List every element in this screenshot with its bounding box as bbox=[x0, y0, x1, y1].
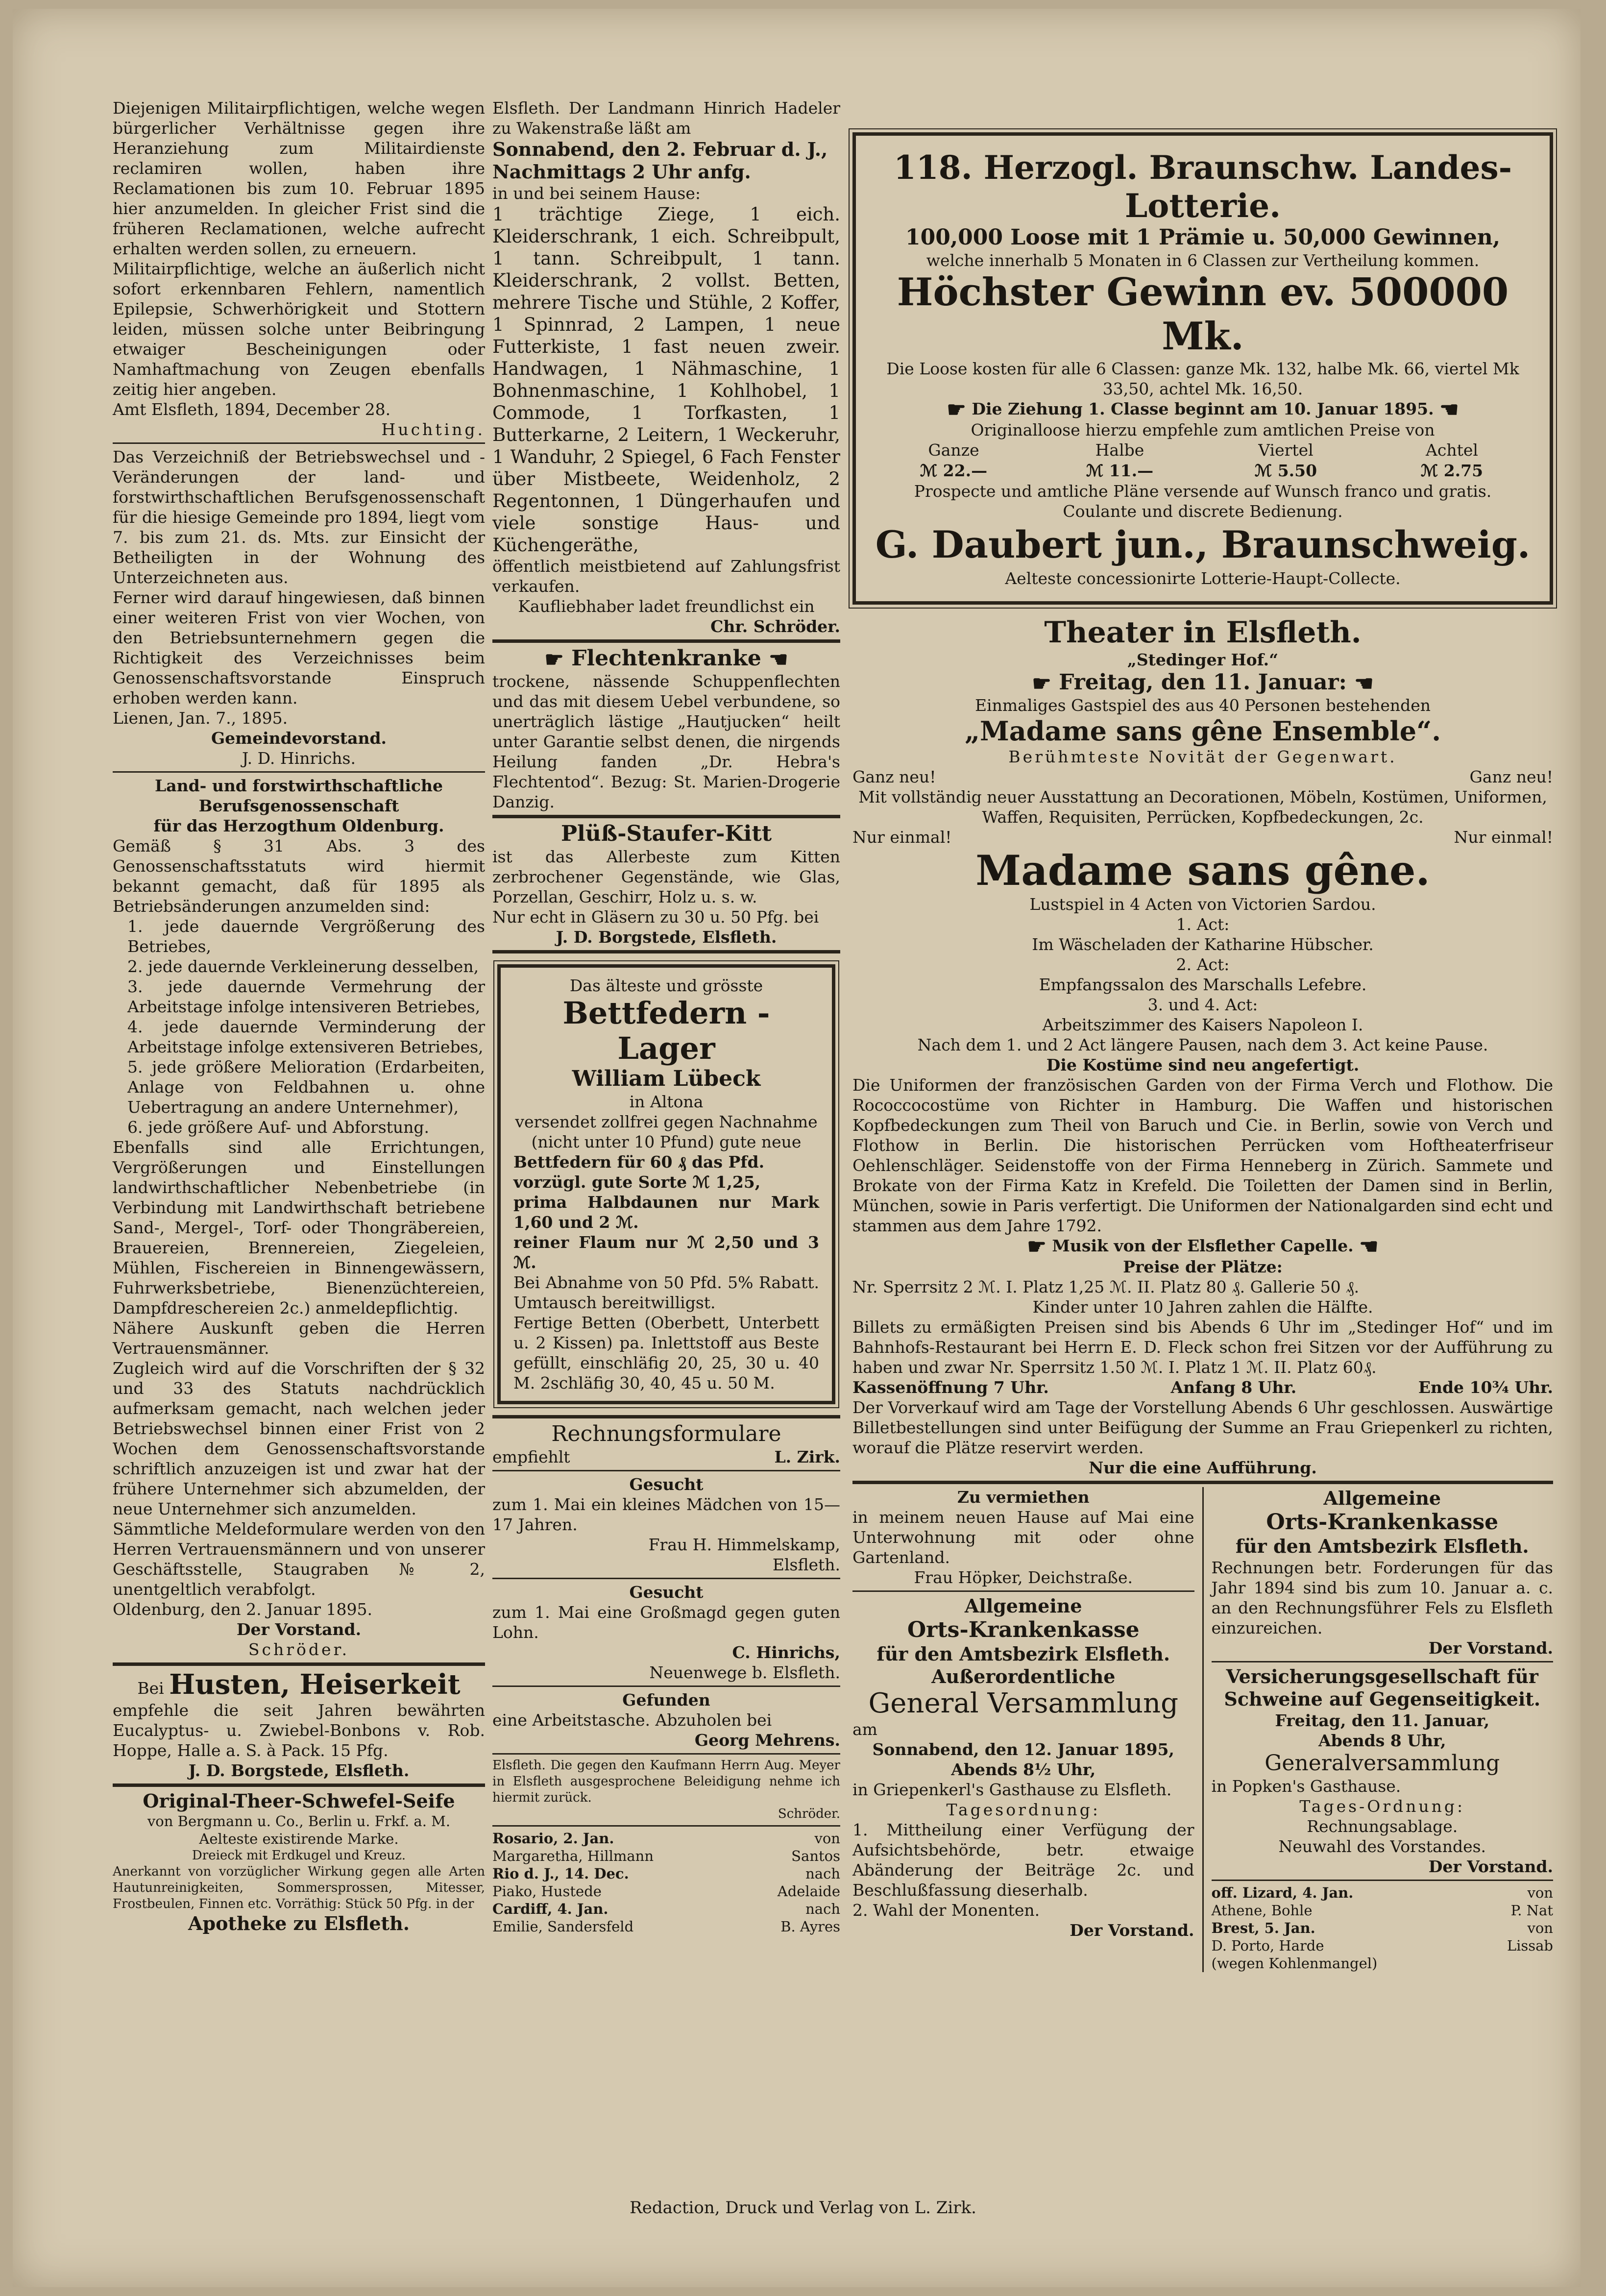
theater-line-4: Lustspiel in 4 Acten von Victorien Sardou. bbox=[1029, 895, 1376, 914]
auction-signature: Chr. Schröder. bbox=[710, 617, 840, 636]
price-header: Achtel bbox=[1426, 440, 1478, 460]
theater-ganz-neu-right: Ganz neu! bbox=[1469, 767, 1553, 786]
theater-price-1: Nr. Sperrsitz 2 ℳ. I. Platz 1,25 ℳ. II. Platz 80 ₰. Gallerie 50 ₰. bbox=[852, 1277, 1360, 1296]
ship-name: (wegen Kohlenmangel) bbox=[1211, 1955, 1378, 1972]
gesucht1-body: zum 1. Mai ein kleines Mädchen von 15—17 Jahren. bbox=[492, 1495, 840, 1534]
theater-ganz-neu-left: Ganz neu! bbox=[852, 767, 936, 786]
shipping-list-middle bbox=[492, 1830, 840, 1935]
divider bbox=[852, 1481, 1553, 1484]
ad-verzeichnis bbox=[113, 447, 485, 768]
ship-name: Piako, Hustede bbox=[492, 1883, 602, 1900]
theater-kasse: Kassenöffnung 7 Uhr. bbox=[852, 1378, 1049, 1397]
ship-name: Margaretha, Hillmann bbox=[492, 1848, 654, 1864]
berufs-item: 4. jede dauernde Verminderung der Arbeitstage infolge extensiveren Betriebes, bbox=[127, 1017, 485, 1056]
bett-line-7: Bei Abnahme von 50 Pfd. 5% Rabatt. Umtausch bereitwilligst. bbox=[513, 1273, 819, 1312]
divider bbox=[492, 1685, 840, 1687]
berufs-title-1: Land- und forstwirthschaftliche bbox=[154, 776, 443, 795]
column-separator bbox=[1202, 1487, 1204, 1972]
lotterie-prices bbox=[871, 461, 1535, 481]
lotterie-line-2: welche innerhalb 5 Monaten in 6 Classen zur Vertheilung kommen. bbox=[926, 251, 1480, 270]
theater-anfang: Anfang 8 Uhr. bbox=[1170, 1378, 1297, 1397]
theer-line-3: Dreieck mit Erdkugel und Kreuz. bbox=[192, 1848, 406, 1863]
berufs-intro: Gemäß § 31 Abs. 3 des Genossenschaftsstatuts wird hiermit bekannt gemacht, daß für 1895 als Betriebsänderungen anzumelden sind: bbox=[113, 836, 485, 916]
auction-head: Elsfleth. Der Landmann Hinrich Hadeler zu Wakenstraße läßt am bbox=[492, 98, 840, 138]
pointing-hand-icon: ☚ bbox=[1354, 671, 1374, 696]
berufs-item: 6. jede größere Auf- und Abforstung. bbox=[127, 1118, 430, 1137]
ad-berufsgenossenschaft bbox=[113, 776, 485, 1660]
theater-act-1-text: Im Wäscheladen der Katharine Hübscher. bbox=[1032, 935, 1374, 954]
berufs-title-2: Berufsgenossenschaft bbox=[198, 796, 399, 815]
theer-body: Anerkannt von vorzüglicher Wirkung gegen alle Arten Hautunreinigkeiten, Sommersprossen, Mitesser, Frostbeulen, Finnen etc. Vorräthig: Stück 50 Pfg. in der bbox=[113, 1864, 485, 1911]
auction-terms: öffentlich meistbietend auf Zahlungsfrist verkaufen. bbox=[492, 557, 840, 596]
theater-title: Theater in Elsfleth. bbox=[1044, 615, 1362, 650]
schweine-title-1: Versicherungsgesellschaft für bbox=[1226, 1665, 1538, 1687]
ship-row bbox=[492, 1865, 840, 1882]
theater-body: Die Uniformen der französischen Garden von der Firma Verch und Flothow. Die Rococcocostüme von Richter in Hamburg. Die Waffen und historischen Kopfbedeckungen zum Theil von Baruch und Cie. in Berlin, sowie von Verch und Flothow in Berlin. Die historischen Perrücken vom Hoftheaterfriseur Oehlenschläger. Seidenstoffe von der Firma Henneberg in Zürich. Sammete und Brokate von der Firma Katz in Krefeld. Die Toiletten der Damen sind in Berlin, München, sowie in Paris verfertigt. Die Uniformen der Nationalgarden sind echt und stammen aus dem Jahre 1792. bbox=[852, 1075, 1553, 1235]
ship-name: off. Lizard, 4. Jan. bbox=[1211, 1884, 1354, 1901]
column-right bbox=[852, 98, 1582, 1972]
price-value: ℳ 2.75 bbox=[1420, 461, 1484, 480]
ad-schweine-versicherung bbox=[1212, 1665, 1554, 1877]
ship-row bbox=[492, 1918, 840, 1935]
divider bbox=[492, 639, 840, 643]
ad-bettfedern bbox=[497, 964, 835, 1404]
ad-vermieten bbox=[852, 1487, 1194, 1588]
verzeichnis-body: Das Verzeichniß der Betriebswechsel und -Veränderungen der land- und forstwirthschaftlichen Berufsgenossenschaft für die hiesige Gemeinde pro 1894, liegt vom 7. bis zum 21. ds. Mts. zur Einsicht der Betheiligten in der Wohnung des Unterzeichneten aus. bbox=[113, 447, 485, 587]
divider bbox=[492, 1415, 840, 1418]
ship-name: Rio d. J., 14. Dec. bbox=[492, 1865, 629, 1882]
berufs-item: 5. jede größere Melioration (Erdarbeiten, Anlage von Feldbahnen u. ohne Uebertragung an andere Unternehmer), bbox=[127, 1057, 485, 1117]
husten-seller: J. D. Borgstede, Elsfleth. bbox=[188, 1761, 410, 1780]
ship-name: Brest, 5. Jan. bbox=[1211, 1920, 1315, 1936]
ad-notice bbox=[492, 1758, 840, 1822]
berufs-signature-2: Schröder. bbox=[248, 1640, 350, 1659]
theater-act-1: 1. Act: bbox=[1176, 915, 1230, 934]
flechten-title-text: Flechtenkranke bbox=[571, 646, 761, 671]
berufs-item: 2. jede dauernde Verkleinerung desselben, bbox=[127, 957, 479, 976]
lotterie-line-3: Die Loose kosten für alle 6 Classen: ganze Mk. 132, halbe Mk. 66, viertel Mk 33,50, achtel Mk. 16,50. bbox=[886, 359, 1519, 398]
gesucht2-title: Gesucht bbox=[629, 1583, 704, 1602]
ship-row bbox=[1212, 1884, 1554, 1902]
divider bbox=[113, 1783, 485, 1787]
divider bbox=[113, 771, 485, 773]
ship-name: D. Porto, Harde bbox=[1211, 1937, 1324, 1954]
gv-title-1: Allgemeine bbox=[964, 1595, 1082, 1617]
lotterie-top-prize: Höchster Gewinn ev. 500000 Mk. bbox=[897, 270, 1509, 359]
ship-row bbox=[1212, 1902, 1554, 1919]
pointing-hand-icon: ☛ bbox=[544, 647, 564, 672]
gv-item-2: 2. Wahl der Monenten. bbox=[852, 1901, 1040, 1920]
theater-kostueme: Die Kostüme sind neu angefertigt. bbox=[1046, 1055, 1360, 1075]
theer-title: Original-Theer-Schwefel-Seife bbox=[143, 1790, 455, 1812]
berufs-body-3: Nähere Auskunft geben die Herren Vertrauensmänner. bbox=[113, 1319, 485, 1358]
ad-flechtenkranke bbox=[492, 646, 840, 812]
kitt-title: Plüß-Staufer-Kitt bbox=[560, 821, 772, 846]
militair-dateline: Amt Elsfleth, 1894, December 28. bbox=[113, 400, 391, 419]
schweine-signature: Der Vorstand. bbox=[1428, 1857, 1553, 1876]
lotterie-line-1: 100,000 Loose mit 1 Prämie u. 50,000 Gewinnen, bbox=[905, 225, 1501, 250]
schweine-tagesordnung: Tages-Ordnung: bbox=[1299, 1797, 1465, 1816]
bottom-right-left bbox=[852, 1487, 1194, 1972]
auction-invite: Kaufliebhaber ladet freundlichst ein bbox=[518, 597, 815, 616]
theater-venue: „Stedinger Hof.“ bbox=[1127, 650, 1279, 669]
rechnung-title: Rechnungsformulare bbox=[551, 1421, 781, 1446]
gesucht1-signature-2: Elsfleth. bbox=[772, 1555, 840, 1574]
pointing-hand-icon: ☛ bbox=[947, 397, 966, 422]
bett-line-2: versendet zollfrei gegen Nachnahme (nicht unter 10 Pfund) gute neue bbox=[515, 1112, 818, 1151]
ship-port: Santos bbox=[791, 1848, 840, 1864]
gv-title-3: für den Amtsbezirk Elsfleth. bbox=[876, 1643, 1170, 1665]
flechten-title bbox=[492, 646, 840, 671]
lotterie-line-4 bbox=[871, 399, 1535, 420]
pointing-hand-icon: ☚ bbox=[1439, 397, 1459, 422]
lotterie-line-7: Coulante und discrete Bedienung. bbox=[1063, 502, 1343, 521]
rechnung-right: L. Zirk. bbox=[774, 1447, 840, 1466]
ad-theer-seife bbox=[113, 1790, 485, 1935]
theater-ende: Ende 10¾ Uhr. bbox=[1418, 1378, 1553, 1397]
gv-tagesordnung: Tagesordnung: bbox=[946, 1800, 1100, 1819]
schweine-date: Freitag, den 11. Januar, bbox=[1275, 1711, 1490, 1730]
gefunden-title: Gefunden bbox=[622, 1690, 710, 1710]
theater-musik-text: Musik von der Elsflether Capelle. bbox=[1052, 1236, 1354, 1255]
ad-theater bbox=[852, 615, 1582, 1478]
berufs-body-5: Sämmtliche Meldeformulare werden von den Herren Vertrauensmännern und von unserer Geschäftsstelle, Staugraben № 2, unentgeltlich verabfolgt. bbox=[113, 1519, 485, 1599]
ship-row bbox=[1212, 1937, 1554, 1954]
ship-name: Cardiff, 4. Jan. bbox=[492, 1901, 608, 1917]
gv-title-5: General Versammlung bbox=[868, 1687, 1178, 1719]
ship-port: P. Nat bbox=[1510, 1902, 1553, 1919]
ad-auction bbox=[492, 98, 840, 636]
lotterie-title: 118. Herzogl. Braunschw. Landes-Lotterie. bbox=[893, 148, 1512, 225]
ad-husten bbox=[113, 1669, 485, 1781]
notice-body: Elsfleth. Die gegen den Kaufmann Herrn Aug. Meyer in Elsfleth ausgesprochene Beleidigung nehme ich hiermit zurück. bbox=[492, 1758, 840, 1805]
schweine-gv: Generalversammlung bbox=[1265, 1751, 1500, 1776]
divider bbox=[113, 1662, 485, 1666]
imprint-footer: Redaction, Druck und Verlag von L. Zirk. bbox=[630, 2198, 976, 2218]
husten-title: Husten, Heiserkeit bbox=[169, 1668, 461, 1701]
theater-act-2-text: Empfangssalon des Marschalls Lefebre. bbox=[1039, 975, 1367, 994]
ship-row bbox=[492, 1882, 840, 1900]
theater-play-title: Madame sans gêne. bbox=[975, 846, 1430, 895]
theater-line-3: Mit vollständig neuer Ausstattung an Decorationen, Möbeln, Kostümen, Uniformen, Waffen, Requisiten, Perrücken, Kopfbedeckungen, 2c. bbox=[858, 787, 1547, 827]
verzeichnis-dateline: Lienen, Jan. 7., 1895. bbox=[113, 708, 288, 728]
kitt-seller: J. D. Borgstede, Elsfleth. bbox=[556, 928, 777, 947]
berufs-signature-1: Der Vorstand. bbox=[236, 1620, 362, 1639]
ad-gefunden bbox=[492, 1690, 840, 1750]
verzeichnis-signature-1: Gemeindevorstand. bbox=[211, 729, 387, 748]
berufs-item: 3. jede dauernde Vermehrung der Arbeitstage infolge intensiveren Betriebes, bbox=[127, 977, 485, 1016]
theater-date-text: Freitag, den 11. Januar: bbox=[1059, 670, 1347, 695]
okk-title-3: für den Amtsbezirk Elsfleth. bbox=[1235, 1535, 1529, 1557]
gv-title-2: Orts-Krankenkasse bbox=[907, 1617, 1140, 1642]
vermieten-title: Zu vermiethen bbox=[957, 1488, 1090, 1507]
gv-signature: Der Vorstand. bbox=[1070, 1921, 1194, 1940]
bett-line-6: reiner Flaum nur ℳ 2,50 und 3 ℳ. bbox=[513, 1233, 819, 1272]
bottom-right-split bbox=[852, 1487, 1582, 1972]
divider bbox=[1212, 1880, 1554, 1881]
gv-title-4: Außerordentliche bbox=[931, 1665, 1116, 1687]
ship-port: von bbox=[1527, 1920, 1553, 1936]
theer-line-1: von Bergmann u. Co., Berlin u. Frkf. a. M. bbox=[147, 1813, 451, 1830]
theater-line-1: Einmaliges Gastspiel des aus 40 Personen bestehenden bbox=[974, 696, 1431, 715]
theater-act-3: 3. und 4. Act: bbox=[1147, 995, 1258, 1014]
theater-musik bbox=[852, 1236, 1553, 1257]
berufs-item: 1. jede dauernde Vergrößerung des Betriebes, bbox=[127, 917, 485, 956]
price-header: Viertel bbox=[1258, 440, 1314, 460]
divider bbox=[852, 1590, 1194, 1592]
price-value: ℳ 11.— bbox=[1086, 461, 1154, 480]
divider bbox=[492, 1578, 840, 1579]
ship-port: B. Ayres bbox=[780, 1918, 840, 1935]
bottom-right-right bbox=[1212, 1487, 1554, 1972]
lotterie-firm: G. Daubert jun., Braunschweig. bbox=[875, 523, 1531, 566]
auction-location: in und bei seinem Hause: bbox=[492, 184, 701, 203]
kitt-price: Nur echt in Gläsern zu 30 u. 50 Pfg. bei bbox=[492, 907, 819, 927]
divider bbox=[492, 1825, 840, 1827]
pointing-hand-icon: ☛ bbox=[1027, 1234, 1046, 1259]
theater-price-4: Der Vorverkauf wird am Tage der Vorstellung Abends 6 Uhr geschlossen. Auswärtige Billetbestellungen sind unter Beifügung der Summe an Frau Griepenkerl zu richten, worauf die Plätze reservirt werden. bbox=[852, 1398, 1553, 1457]
ad-militair bbox=[113, 98, 485, 440]
price-value: ℳ 5.50 bbox=[1254, 461, 1317, 480]
ship-row bbox=[492, 1830, 840, 1847]
schweine-time: Abends 8 Uhr, bbox=[1318, 1731, 1446, 1750]
gesucht2-signature-2: Neuenwege b. Elsfleth. bbox=[649, 1663, 840, 1682]
gefunden-body: eine Arbeitstasche. Abzuholen bei bbox=[492, 1710, 772, 1730]
theater-act-2: 2. Act: bbox=[1176, 955, 1230, 974]
bett-city: in Altona bbox=[629, 1092, 704, 1111]
ad-rechnungsformulare bbox=[492, 1421, 840, 1467]
berufs-dateline: Oldenburg, den 2. Januar 1895. bbox=[113, 1600, 372, 1619]
militair-signature: Huchting. bbox=[381, 420, 485, 439]
lotterie-drawing-date: Die Ziehung 1. Classe beginnt am 10. Januar 1895. bbox=[972, 399, 1434, 418]
notice-signature: Schröder. bbox=[778, 1807, 840, 1821]
gv-time: Abends 8½ Uhr, bbox=[951, 1760, 1096, 1779]
okk-body: Rechnungen betr. Forderungen für das Jahr 1894 sind bis zum 10. Januar a. c. an den Rechnungsführer Fels zu Elsfleth einzureichen. bbox=[1211, 1558, 1553, 1637]
vermieten-body: in meinem neuen Hause auf Mai eine Unterwohnung mit oder ohne Gartenland. bbox=[852, 1508, 1194, 1567]
column-middle bbox=[492, 98, 840, 1935]
divider bbox=[492, 1753, 840, 1755]
verzeichnis-signature-2: J. D. Hinrichs. bbox=[242, 749, 356, 768]
auction-time: Nachmittags 2 Uhr anfg. bbox=[492, 161, 751, 183]
schweine-location: in Popken's Gasthause. bbox=[1211, 1777, 1401, 1796]
ship-name: Emilie, Sandersfeld bbox=[492, 1918, 634, 1935]
ship-name: Athene, Bohle bbox=[1211, 1902, 1313, 1919]
ship-port: nach bbox=[805, 1865, 840, 1882]
theater-nur-einmal-right: Nur einmal! bbox=[1454, 828, 1553, 847]
ship-port: von bbox=[1527, 1884, 1553, 1901]
gesucht2-signature-1: C. Hinrichs, bbox=[732, 1643, 840, 1662]
theater-pause: Nach dem 1. und 2 Act längere Pausen, nach dem 3. Act keine Pause. bbox=[917, 1035, 1488, 1054]
berufs-title-3: für das Herzogthum Oldenburg. bbox=[153, 816, 444, 835]
divider bbox=[1212, 1661, 1554, 1662]
bett-title: Bettfedern - Lager bbox=[562, 995, 770, 1066]
kitt-body: ist das Allerbeste zum Kitten zerbrochener Gegenstände, wie Glas, Porzellan, Geschirr, Holz u. s. w. bbox=[492, 847, 840, 906]
theer-seller: Apotheke zu Elsfleth. bbox=[188, 1912, 410, 1934]
ship-row bbox=[1212, 1954, 1554, 1972]
vermieten-signature: Frau Höpker, Deichstraße. bbox=[914, 1568, 1133, 1587]
price-value: ℳ 22.— bbox=[920, 461, 988, 480]
husten-bei: Bei bbox=[137, 1679, 164, 1698]
okk-title-2: Orts-Krankenkasse bbox=[1266, 1510, 1499, 1535]
gefunden-signature: Georg Mehrens. bbox=[694, 1731, 840, 1750]
gesucht2-body: zum 1. Mai eine Großmagd gegen guten Lohn. bbox=[492, 1603, 840, 1642]
lotterie-line-8: Aelteste concessionirte Lotterie-Haupt-Collecte. bbox=[1005, 569, 1401, 588]
bett-line-1: Das älteste und grösste bbox=[569, 976, 763, 995]
okk-title-1: Allgemeine bbox=[1323, 1487, 1441, 1509]
theater-nur-eine: Nur die eine Aufführung. bbox=[1089, 1458, 1317, 1477]
okk-signature: Der Vorstand. bbox=[1428, 1638, 1553, 1658]
ship-port: Adelaide bbox=[777, 1883, 840, 1900]
bett-line-3: Bettfedern für 60 ₰ das Pfd. bbox=[513, 1152, 765, 1172]
pointing-hand-icon: ☚ bbox=[769, 647, 788, 672]
gv-location: in Griepenkerl's Gasthause zu Elsfleth. bbox=[852, 1780, 1172, 1799]
ship-row bbox=[492, 1900, 840, 1918]
theater-price-3: Billets zu ermäßigten Preisen sind bis Abends 6 Uhr im „Stedinger Hof“ und im Bahnhofs-Restaurant bei Herrn E. D. Fleck schon frei Sitzen vor der Aufführung zu haben und zwar Nr. Sperrsitz 1.50 ℳ. I. Platz 1 ℳ. II. Platz 60₰. bbox=[852, 1318, 1553, 1377]
theater-preise: Preise der Plätze: bbox=[1123, 1257, 1283, 1276]
lotterie-price-headers bbox=[871, 440, 1535, 461]
gv-item-1: 1. Mittheilung einer Verfügung der Aufsichtsbehörde, betr. etwaige Abänderung der Beiträge 2c. und Beschlußfassung dieserhalb. bbox=[852, 1820, 1194, 1900]
bett-line-8: Fertige Betten (Oberbett, Unterbett u. 2 Kissen) pa. Inlettstoff aus Beste gefüllt, einschläfig 20, 25, 30 u. 40 M. 2schläfig 30, 40, 45 u. 50 M. bbox=[513, 1313, 819, 1392]
militair-body: Diejenigen Militairpflichtigen, welche wegen bürgerlicher Verhältnisse gegen ihre Heranziehung zum Militairdienste reclamiren wollen, haben ihre Reclamationen bis zum 10. Februar 1895 hier anzumelden. In gleicher Frist sind die früheren Reclamationen, welche aufrecht erhalten werden sollen, zu erneuern. bbox=[113, 98, 485, 258]
bett-line-5: prima Halbdaunen nur Mark 1,60 und 2 ℳ. bbox=[513, 1193, 819, 1232]
divider bbox=[492, 950, 840, 953]
divider bbox=[492, 1470, 840, 1471]
divider bbox=[492, 815, 840, 818]
shipping-list-right bbox=[1212, 1884, 1554, 1972]
schweine-title-2: Schweine auf Gegenseitigkeit. bbox=[1224, 1688, 1541, 1710]
ship-port: Lissab bbox=[1507, 1937, 1553, 1954]
price-header: Halbe bbox=[1095, 440, 1144, 460]
ship-port: von bbox=[814, 1830, 840, 1847]
pointing-hand-icon: ☚ bbox=[1359, 1234, 1379, 1259]
theer-line-2: Aelteste existirende Marke. bbox=[199, 1831, 399, 1847]
husten-body: empfehle die seit Jahren bewährten Eucalyptus- u. Zwiebel-Bonbons v. Rob. Hoppe, Halle a. S. à Pack. 15 Pfg. bbox=[113, 1701, 485, 1760]
auction-date: Sonnabend, den 2. Februar d. J., bbox=[492, 138, 828, 160]
ad-kitt bbox=[492, 821, 840, 947]
ad-gesucht-maedchen bbox=[492, 1474, 840, 1575]
theater-ensemble: „Madame sans gêne Ensemble“. bbox=[964, 715, 1441, 747]
schweine-item-1: Rechnungsablage. bbox=[1307, 1817, 1458, 1836]
price-header: Ganze bbox=[928, 440, 979, 460]
theater-line-2: Berühmteste Novität der Gegenwart. bbox=[1008, 747, 1397, 766]
ship-row bbox=[1212, 1919, 1554, 1937]
ad-gesucht-grossmagd bbox=[492, 1582, 840, 1683]
ad-lotterie bbox=[852, 132, 1553, 605]
ship-name: Rosario, 2. Jan. bbox=[492, 1830, 614, 1847]
theater-price-2: Kinder unter 10 Jahren zahlen die Hälfte. bbox=[1032, 1297, 1373, 1317]
ad-generalversammlung bbox=[852, 1595, 1194, 1940]
lotterie-line-6: Prospecte und amtliche Pläne versende auf Wunsch franco und gratis. bbox=[914, 482, 1492, 501]
gv-date: Sonnabend, den 12. Januar 1895, bbox=[872, 1740, 1174, 1759]
bett-line-4: vorzügl. gute Sorte ℳ 1,25, bbox=[513, 1172, 761, 1192]
gesucht1-signature-1: Frau H. Himmelskamp, bbox=[648, 1535, 840, 1554]
theater-nur-einmal-left: Nur einmal! bbox=[852, 828, 952, 847]
theater-date bbox=[852, 670, 1553, 695]
verzeichnis-body-2: Ferner wird darauf hingewiesen, daß binnen einer weiteren Frist von vier Wochen, von den Betriebsunternehmern gegen die Richtigkeit des Verzeichnisses beim Genossenschaftsvorstande Einspruch erhoben werden kann. bbox=[113, 588, 485, 708]
flechten-body: trockene, nässende Schuppenflechten und das mit diesem Uebel verbundene, so unerträglich lästige „Hautjucken“ heilt unter Garantie selbst denen, die nirgends Heilung fanden „Dr. Hebra's Flechtentod“. Bezug: St. Marien-Drogerie Danzig. bbox=[492, 672, 840, 811]
ship-row bbox=[492, 1847, 840, 1865]
rechnung-left: empfiehlt bbox=[492, 1447, 570, 1466]
divider bbox=[113, 442, 485, 444]
bett-name: William Lübeck bbox=[572, 1066, 761, 1091]
gv-am: am bbox=[852, 1720, 877, 1739]
pointing-hand-icon: ☛ bbox=[1032, 671, 1051, 696]
berufs-body-4: Zugleich wird auf die Vorschriften der § 32 und 33 des Statuts nachdrücklich aufmerksam gemacht, nach welchen jeder Betriebswechsel binnen einer Frist von 2 Wochen dem Genossenschaftsvorstande schriftlich anzuzeigen ist und zwar hat der frühere Unternehmer sich abzumelden, der neue Unternehmer sich anzumelden. bbox=[113, 1359, 485, 1518]
militair-body-2: Militairpflichtige, welche an äußerlich nicht sofort erkennbaren Fehlern, namentlich Epilepsie, Schwerhörigkeit und Stottern leiden, müssen solche unter Beibringung etwaiger Bescheinigungen oder Namhaftmachung von Zeugen ebenfalls zeitig hier angeben. bbox=[113, 259, 485, 399]
berufs-body-2: Ebenfalls sind alle Errichtungen, Vergrößerungen und Einstellungen landwirthschaftlicher Nebenbetriebe (in Verbindung mit Landwirthschaft betriebene Sand-, Mergel-, Torf- oder Thongräbereien, Brauereien, Brennereien, Ziegeleien, Mühlen, Fischereien in Binnengewässern, Fuhrwerksbetriebe, Bienenzüchtereien, Dampfdreschereien 2c.) anmeldepflichtig. bbox=[113, 1138, 485, 1318]
theater-act-3-text: Arbeitszimmer des Kaisers Napoleon I. bbox=[1042, 1015, 1363, 1034]
column-left bbox=[113, 98, 485, 1935]
lotterie-line-5: Originalloose hierzu empfehle zum amtlichen Preise von bbox=[971, 420, 1435, 440]
ad-ortskrankenkasse bbox=[1212, 1487, 1554, 1658]
auction-items: 1 trächtige Ziege, 1 eich. Kleiderschrank, 1 eich. Schreibpult, 1 tann. Schreibpult, 1 tann. Kleiderschrank, 2 vollst. Betten, mehrere Tische und Stühle, 2 Koffer, 1 Spinnrad, 2 Lampen, 1 neue Futterkiste, 1 fast neuen zweir. Handwagen, 1 Nähmaschine, 1 Bohnenmaschine, 1 Kohlhobel, 1 Commode, 1 Torfkasten, 1 Butterkarne, 2 Leitern, 1 Weckeruhr, 1 Wanduhr, 2 Spiegel, 6 Fach Fenster über Mistbeete, Weidenholz, 2 Regentonnen, 1 Düngerhaufen und viele sonstige Haus- und Küchengeräthe, bbox=[492, 204, 840, 556]
ship-port: nach bbox=[805, 1901, 840, 1917]
gesucht1-title: Gesucht bbox=[629, 1475, 704, 1494]
schweine-item-2: Neuwahl des Vorstandes. bbox=[1278, 1837, 1486, 1856]
